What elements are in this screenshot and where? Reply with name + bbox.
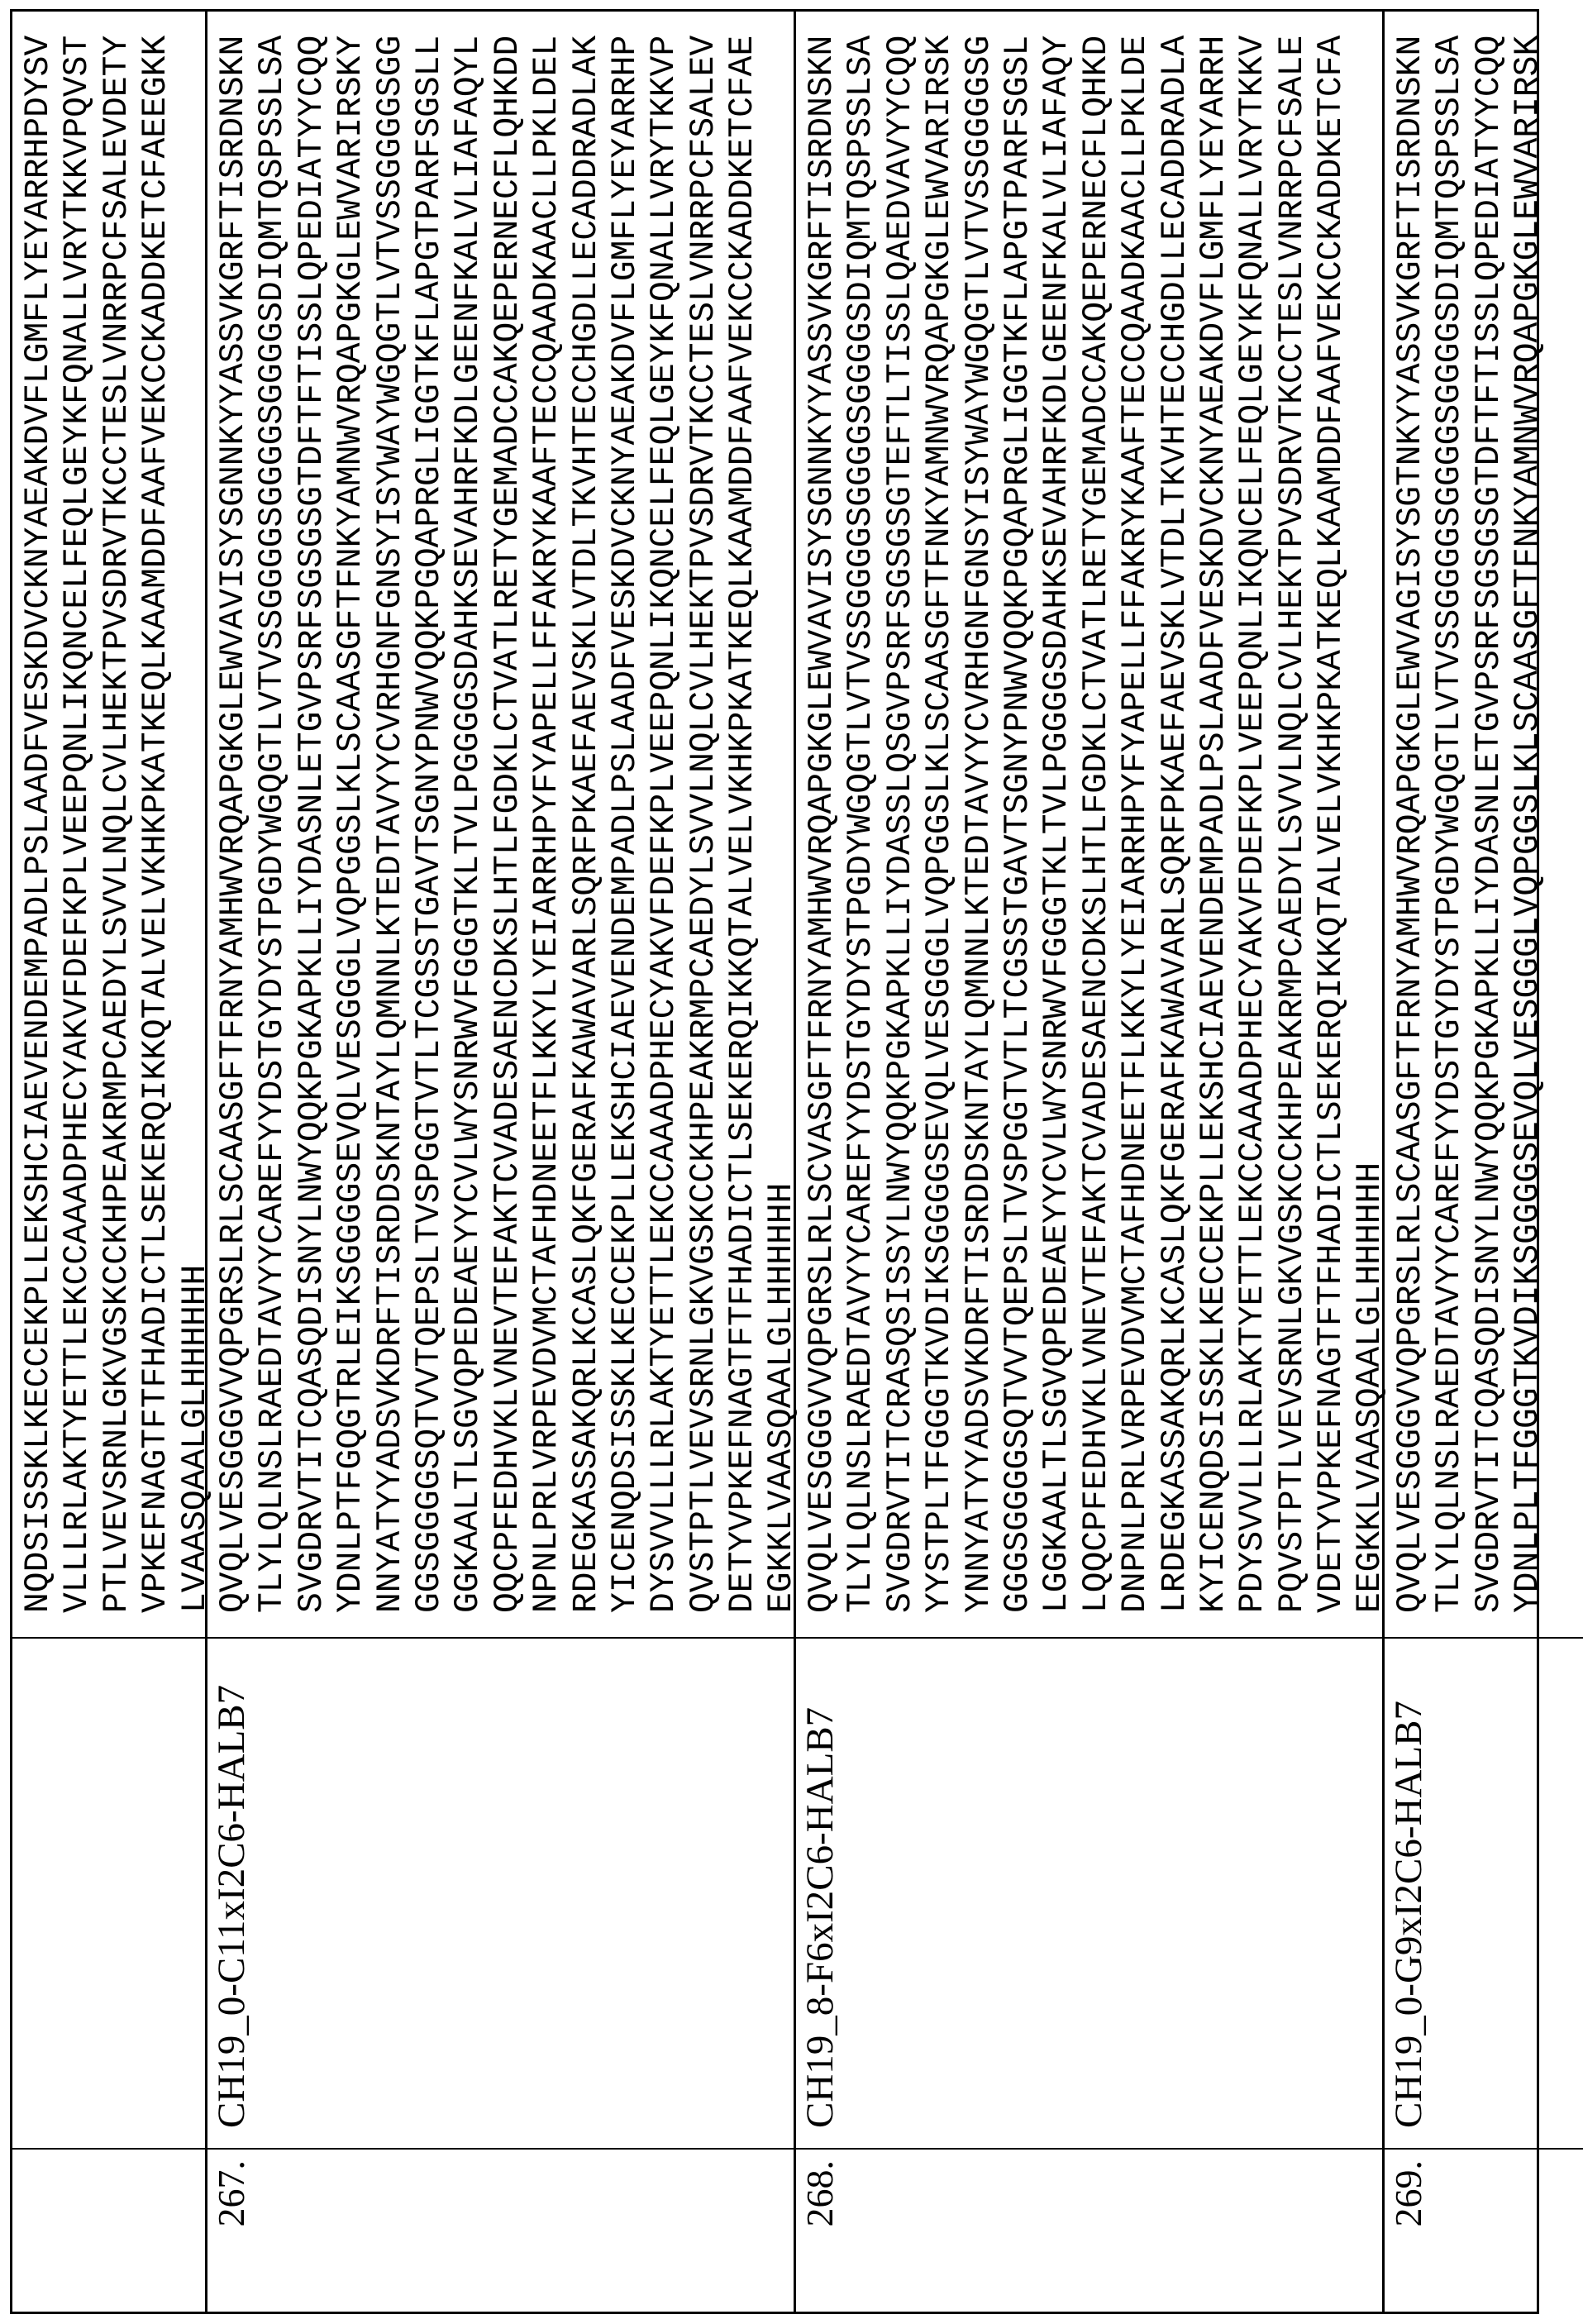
sequence-line: GGKAALTLSGVQPEDEAEYYCVLWYSNRWVFGGGTKLTVLPGGGGSDAHKSEVAHRFKDLGEENFKALVLIAFAQYL [450,36,489,1613]
sequence-line: KYICENQDSISSKLKECCEKPLLEKSHCIAEVENDEMPADLPSLAADFVESKDVCKNYAEAKDVFLGMFLYEYARRH [1195,36,1234,1613]
sequence-line: YDNLPLTFGGGTKVDIKSGGGGSEVQLVESGGGLVQPGGSLKLSCAASGFTFNKYAMNWVRQAPGKGLEWVARIRSK [1509,36,1548,1613]
seq-id-number: 268. [801,2147,839,2312]
construct-name: CH19_8-F6xI2C6-HALB7 [801,1707,839,2128]
column-divider [12,2148,205,2150]
sequence-line: DETYVPKEFNAGTFTFHADICTLSEKERQIKKQTALVELVKHKPKATKEQLKAAMDDFAAFVEKCCKADDKETCFAE [724,36,763,1613]
amino-acid-sequence [1392,36,1549,1613]
amino-acid-sequence [803,36,1391,1613]
sequence-line: NQDSISSKLKECCEKPLLEKSHCIAEVENDEMPADLPSLAADFVESKDVCKNYAEAKDVFLGMFLYEYARRHPDYSV [20,36,59,1613]
sequence-table [10,9,1539,2314]
sequence-line: PDYSVVLLLRLAKTYETTLEKCCAAADPHECYAKVFDEFKPLVEEPQNLIKQNCELFEQLGEYKFQNALLVRYTKKV [1234,36,1273,1613]
sequence-line: TLYLQLNSLRAEDTAVYYCAREFYYDSTGYDYSTPGDYWGQGTLVTVSSGGGGSGGGGSGGGGSDIQMTQSPSSLSA [254,36,293,1613]
sequence-line: QVQLVESGGGVVQPGRSLRLSCAASGFTFRNYAMHWVRQAPGKGLEWVAGISYSGTNKYYASSVKGRFTISRDNSKN [1392,36,1431,1613]
sequence-line: LGGKAALTLSGVQPEDEAEYYCVLWYSNRWVFGGGTKLTVLPGGGGSDAHKSEVAHRFKDLGEENFKALVLIAFAQY [1038,36,1077,1613]
sequence-line: QVQLVESGGGVVQPGRSLRLSCAASGFTFRNYAMHWVRQAPGKGLEWVAVISYSGNNKYYASSVKGRFTISRDNSKN [215,36,254,1613]
sequence-line: PTLVEVSRNLGKVGSKCCKHPEAKRMPCAEDYLSVVLNQLCVLHEKTPVSDRVTKCCTESLVNRRPCFSALEVDETY [98,36,137,1613]
construct-name: CH19_0-G9xI2C6-HALB7 [1390,1701,1428,2128]
column-divider [12,1637,205,1639]
sequence-line: LRDEGKASSAKQRLKCASLQKFGERAFKAWAVARLSQRFPKAEFAEVSKLVTDLTKVHTECCHGDLLECADDRADLA [1156,36,1195,1613]
sequence-line: DNPNLPRLVRPEVDVMCTAFHDNEETFLKKYLYEIARRHPYFYAPELLFFAKRYKAAFTECCQAADKAACLLPKLDE [1117,36,1156,1613]
table-row [205,12,794,2312]
sequence-line: QQCPFEDHVKLVNEVTEFAKTCVADESAENCDKSLHTLFGDKLCTVATLRETYGEMADCCAKQEPERNECFLQHKDD [489,36,528,1613]
sequence-line: DYSVVLLLRLAKTYETTLEKCCAAADPHECYAKVFDEFKPLVEEPQNLIKQNCELFEQLGEYKFQNALLVRYTKKVP [646,36,684,1613]
sequence-line: VDETYVPKEFNAGTFTFHADICTLSEKERQIKKQTALVELVKHKPKATKEQLKAAMDDFAAFVEKCCKADDKETCFA [1313,36,1352,1613]
amino-acid-sequence [20,36,216,1613]
seq-id-number: 267. [212,2147,250,2312]
column-divider [1385,1637,1583,1639]
table-row [1382,12,1583,2312]
sequence-line: QVSTPTLVEVSRNLGKVGSKCCKHPEAKRMPCAEDYLSVVLNQLCVLHEKTPVSDRVTKCCTESLVNRRPCFSALEV [685,36,724,1613]
amino-acid-sequence [215,36,803,1613]
sequence-line: YICENQDSISSKLKECCEKPLLEKSHCIAEVENDEMPADLPSLAADFVESKDVCKNYAEAKDVFLGMFLYEYARRHP [607,36,646,1613]
seq-id-number: 269. [1390,2147,1428,2312]
sequence-line: SVGDRVTITCQASQDISNYLNWYQQKPGKAPKLLIYDASNLETGVPSRFSGSGSGTDFTFTISSLQPEDIATYYCQQ [293,36,332,1613]
sequence-line: EEGKKLVAASQAALGLHHHHHH [1352,36,1390,1613]
rotated-document-page [0,0,1542,2324]
sequence-line: YYSTPLTFGGGTKVDIKSGGGGSEVQLVESGGGLVQPGGSLKLSCAASGFTFNKYAMNWVRQAPGKGLEWVARIRSK [921,36,960,1613]
sequence-line: TLYLQLNSLRAEDTAVYYCAREFYYDSTGYDYSTPGDYWGQGTLVTVSSGGGGSGGGGSGGGGSDIQMTQSPSSLSA [1431,36,1470,1613]
table-row [794,12,1382,2312]
column-divider [796,1637,1382,1639]
sequence-line: VLLLRLAKTYETTLEKCCAAADPHECYAKVFDEFKPLVEEPQNLIKQNCELFEQLGEYKFQNALLVRYTKKVPQVST [59,36,98,1613]
sequence-line: YNNYATYYADSVKDRFTISRDDSKNTAYLQMNNLKTEDTAVYYCVRHGNFGNSYISYWAYWGQGTLVTVSSGGGGSG [961,36,999,1613]
sequence-line: TLYLQLNSLRAEDTAVYYCAREFYYDSTGYDYSTPGDYWGQGTLVTVSSGGGGSGGGGSGGGGSDIQMTQSPSSLSA [842,36,881,1613]
column-divider [207,2148,794,2150]
sequence-line: SVGDRVTITCQASQDISNYLNWYQQKPGKAPKLLIYDASNLETGVPSRFSGSGSGTDFTFTISSLQPEDIATYYCQQ [1471,36,1509,1613]
table-row [12,12,205,2312]
sequence-line: RDEGKASSAKQRLKCASLQKFGERAFKAWAVARLSQRFPKAEFAEVSKLVTDLTKVHTECCHGDLLECADDRADLAK [568,36,607,1613]
sequence-line: GGSGGGGSQTVVTQEPSLTVSPGGTVTLTCGSSTGAVTSGNYPNWVQQKPGQAPRGLIGGTKFLAPGTPARFSGSLL [411,36,450,1613]
sequence-line: GGGSGGGGSQTVVTQEPSLTVSPGGTVTLTCGSSTGAVTSGNYPNWVQQKPGQAPRGLIGGTKFLAPGTPARFSGSL [999,36,1038,1613]
construct-name: CH19_0-C11xI2C6-HALB7 [212,1685,250,2128]
sequence-line: PQVSTPTLVEVSRNLGKVGSKCCKHPEAKRMPCAEDYLSVVLNQLCVLHEKTPVSDRVTKCCTESLVNRRPCFSALE [1274,36,1313,1613]
column-divider [796,2148,1382,2150]
column-divider [207,1637,794,1639]
sequence-line: YDNLPTFGQGTRLEIKSGGGGSEVQLVESGGGLVQPGGSLKLSCAASGFTFNKYAMNWVRQAPGKGLEWVARIRSKY [332,36,371,1613]
sequence-line: VPKEFNAGTFTFHADICTLSEKERQIKKQTALVELVKHKPKATKEQLKAAMDDFAAFVEKCCKADDKETCFAEEGKK [137,36,176,1613]
sequence-line: EGKKLVAASQAALGLHHHHHH [763,36,802,1613]
sequence-line: NPNLPRLVRPEVDVMCTAFHDNEETFLKKYLYEIARRHPYFYAPELLFFAKRYKAAFTECCQAADKAACLLPKLDEL [528,36,567,1613]
sequence-line: QVQLVESGGGVVQPGRSLRLSCVASGFTFRNYAMHWVRQAPGKGLEWVAVISYSGNNKYYASSVKGRFTISRDNSKN [803,36,842,1613]
sequence-line: LVAASQAALGLHHHHHH [177,36,216,1613]
sequence-line: LQQCPFEDHVKLVNEVTEFAKTCVADESAENCDKSLHTLFGDKLCTVATLRETYGEMADCCAKQEPERNECFLQHKD [1078,36,1117,1613]
sequence-line: SVGDRVTITCRASQSISSYLNWYQQKPGKAPKLLIYDASSLQSGVPSRFSGSGSGTEFTLTISSLQAEDVAVYYCQQ [882,36,921,1613]
sequence-line: NNYATYYADSVKDRFTISRDDSKNTAYLQMNNLKTEDTAVYYCVRHGNFGNSYISYWAYWGQGTLVTVSSGGGGSGG [372,36,411,1613]
